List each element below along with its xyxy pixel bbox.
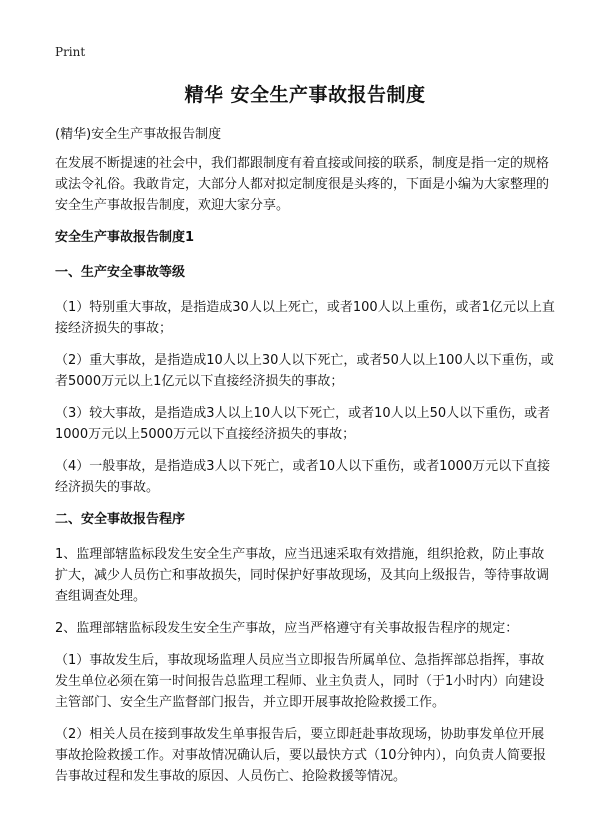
procedure-paragraph-2: 2、监理部辖监标段发生安全生产事故，应当严格遵守有关事故报告程序的规定： [55,621,519,636]
intro-paragraph: 在发展不断提速的社会中，我们都跟制度有着直接或间接的联系，制度是指一定的规格或法令礼俗。我敢肯定，大部分人都对拟定制度很是头疼的，下面是小编为大家整理的安全生产事故报告制度，欢迎大家分享。 [55,156,550,213]
accident-level-1: （1）特别重大事故，是指造成30人以上死亡，或者100人以上重伤，或者1亿元以上直接经济损失的事故； [55,300,555,336]
document-body [55,80,555,798]
print-link[interactable]: Print [55,45,86,59]
accident-level-2: （2）重大事故，是指造成10人以上30人以下死亡，或者50人以上100人以下重伤，或者5000万元以上1亿元以下直接经济损失的事故； [55,353,554,389]
accident-level-3: （3）较大事故，是指造成3人以上10人以下死亡，或者10人以上50人以下重伤，或者1000万元以上5000万元以下直接经济损失的事故； [55,406,551,442]
accident-level-4: （4）一般事故，是指造成3人以下死亡，或者10人以下重伤，或者1000万元以下直接经济损失的事故。 [55,459,551,495]
part2-heading: 二、安全事故报告程序 [55,512,186,527]
procedure-paragraph-3: （1）事故发生后，事故现场监理人员应当立即报告所属单位、急指挥部总指挥，事故发生单位必须在第一时间报告总监理工程师、业主负责人，同时（于1小时内）向建设主管部门、安全生产监督部门报告，并立即开展事故抢险救援工作。 [55,653,545,710]
procedure-paragraph-4: （2）相关人员在接到事故发生单事报告后，要立即赶赴事故现场，协助事发单位开展事故抢险救援工作。对事故情况确认后，要以最快方式（10分钟内），向负责人简要报告事故过程和发生事故的原因、人员伤亡、抢险救援等情况。 [55,727,547,784]
document-title: 精华 安全生产事故报告制度 [184,84,426,106]
document-subtitle: (精华)安全生产事故报告制度 [55,127,222,142]
procedure-paragraph-1: 1、监理部辖监标段发生安全生产事故，应当迅速采取有效措施，组织抢救，防止事故扩大，减少人员伤亡和事故损失，同时保护好事故现场，及其向上级报告，等待事故调查组调查处理。 [55,547,550,604]
part1-heading: 一、生产安全事故等级 [55,265,186,280]
section-title: 安全生产事故报告制度1 [55,230,195,245]
